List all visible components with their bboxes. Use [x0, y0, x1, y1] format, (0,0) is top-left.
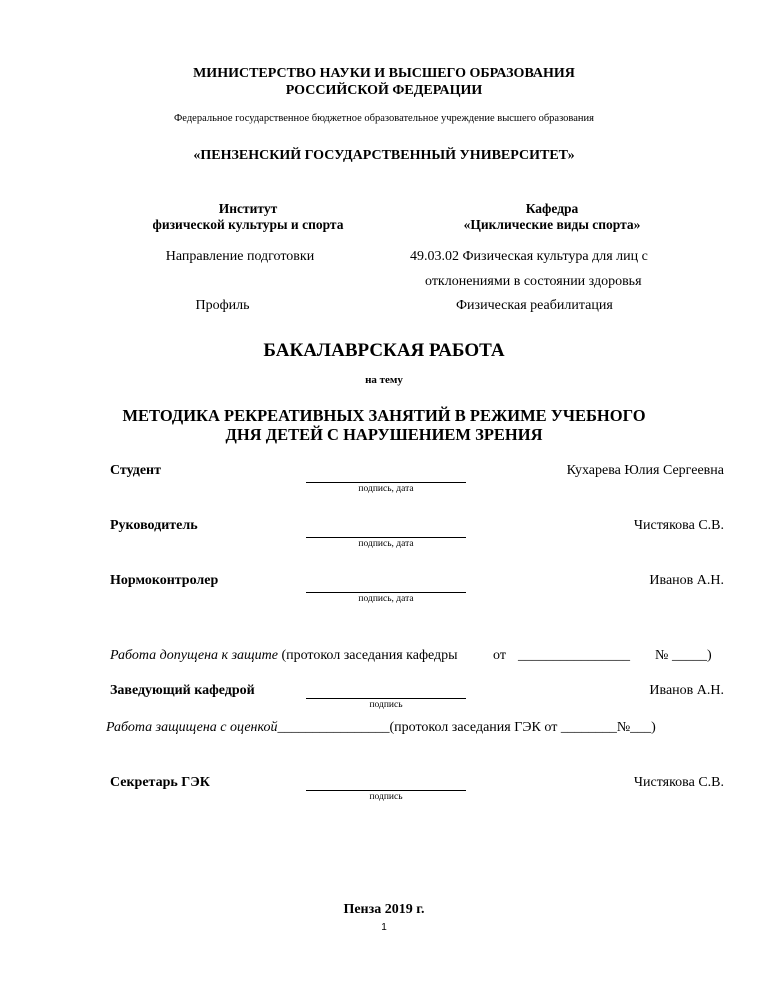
direction-value-line1: 49.03.02 Физическая культура для лиц с	[410, 249, 648, 264]
university-name: «ПЕНЗЕНСКИЙ ГОСУДАРСТВЕННЫЙ УНИВЕРСИТЕТ»	[193, 148, 575, 163]
ministry-line2: РОССИЙСКОЙ ФЕДЕРАЦИИ	[285, 83, 483, 98]
ministry-line1: МИНИСТЕРСТВО НАУКИ И ВЫСШЕГО ОБРАЗОВАНИЯ	[193, 66, 575, 81]
normcontrol-signature-line	[306, 592, 466, 593]
supervisor-label: Руководитель	[110, 518, 198, 533]
admission-date-blank: ________________	[518, 648, 630, 663]
department-label: Кафедра	[525, 201, 579, 216]
direction-label: Направление подготовки	[165, 249, 315, 264]
admission-italic: Работа допущена к защите	[110, 648, 278, 663]
supervisor-signature-line	[306, 537, 466, 538]
defended-statement	[106, 720, 656, 736]
defended-grade-blank: ________________	[277, 720, 390, 735]
thesis-title-line2: ДНЯ ДЕТЕЙ С НАРУШЕНИЕМ ЗРЕНИЯ	[225, 425, 543, 444]
secretary-signature-line	[306, 790, 466, 791]
secretary-name: Чистякова С.В.	[633, 775, 724, 790]
institution-type: Федеральное государственное бюджетное образовательное учреждение высшего образования	[174, 113, 594, 124]
admission-from-label: от	[493, 648, 506, 663]
normcontrol-label: Нормоконтролер	[110, 573, 219, 588]
department-name: «Циклические виды спорта»	[463, 217, 641, 232]
head-name: Иванов А.Н.	[649, 683, 724, 698]
head-signature-line	[306, 698, 466, 699]
student-label: Студент	[110, 463, 161, 478]
direction-value-line2: отклонениями в состоянии здоровья	[425, 274, 642, 289]
supervisor-name: Чистякова С.В.	[633, 518, 724, 533]
on-topic-label: на тему	[365, 374, 403, 386]
page-number: 1	[381, 922, 387, 933]
defended-rest: (протокол заседания ГЭК от ________№___)	[389, 720, 656, 735]
institute-label: Институт	[218, 201, 278, 216]
admission-statement	[110, 648, 458, 664]
institute-name: физической культуры и спорта	[152, 217, 344, 232]
secretary-label: Секретарь ГЭК	[110, 775, 210, 790]
admission-rest: (протокол заседания кафедры	[281, 648, 458, 663]
work-type: БАКАЛАВРСКАЯ РАБОТА	[263, 340, 505, 361]
profile-value: Физическая реабилитация	[456, 298, 613, 313]
head-label: Заведующий кафедрой	[110, 683, 255, 698]
normcontrol-name: Иванов А.Н.	[649, 573, 724, 588]
city-year: Пенза 2019 г.	[343, 902, 425, 917]
student-signature-line	[306, 482, 466, 483]
student-signature-caption: подпись, дата	[358, 484, 414, 494]
student-name: Кухарева Юлия Сергеевна	[566, 463, 724, 478]
profile-label: Профиль	[195, 298, 250, 313]
normcontrol-signature-caption: подпись, дата	[358, 594, 414, 604]
admission-number-label: №	[655, 648, 669, 663]
head-signature-caption: подпись	[369, 700, 403, 710]
admission-number-blank: _____)	[672, 648, 712, 663]
supervisor-signature-caption: подпись, дата	[358, 539, 414, 549]
thesis-title-line1: МЕТОДИКА РЕКРЕАТИВНЫХ ЗАНЯТИЙ В РЕЖИМЕ УЧЕБНОГО	[122, 406, 646, 425]
defended-italic: Работа защищена с оценкой	[106, 720, 278, 735]
secretary-signature-caption: подпись	[369, 792, 403, 802]
